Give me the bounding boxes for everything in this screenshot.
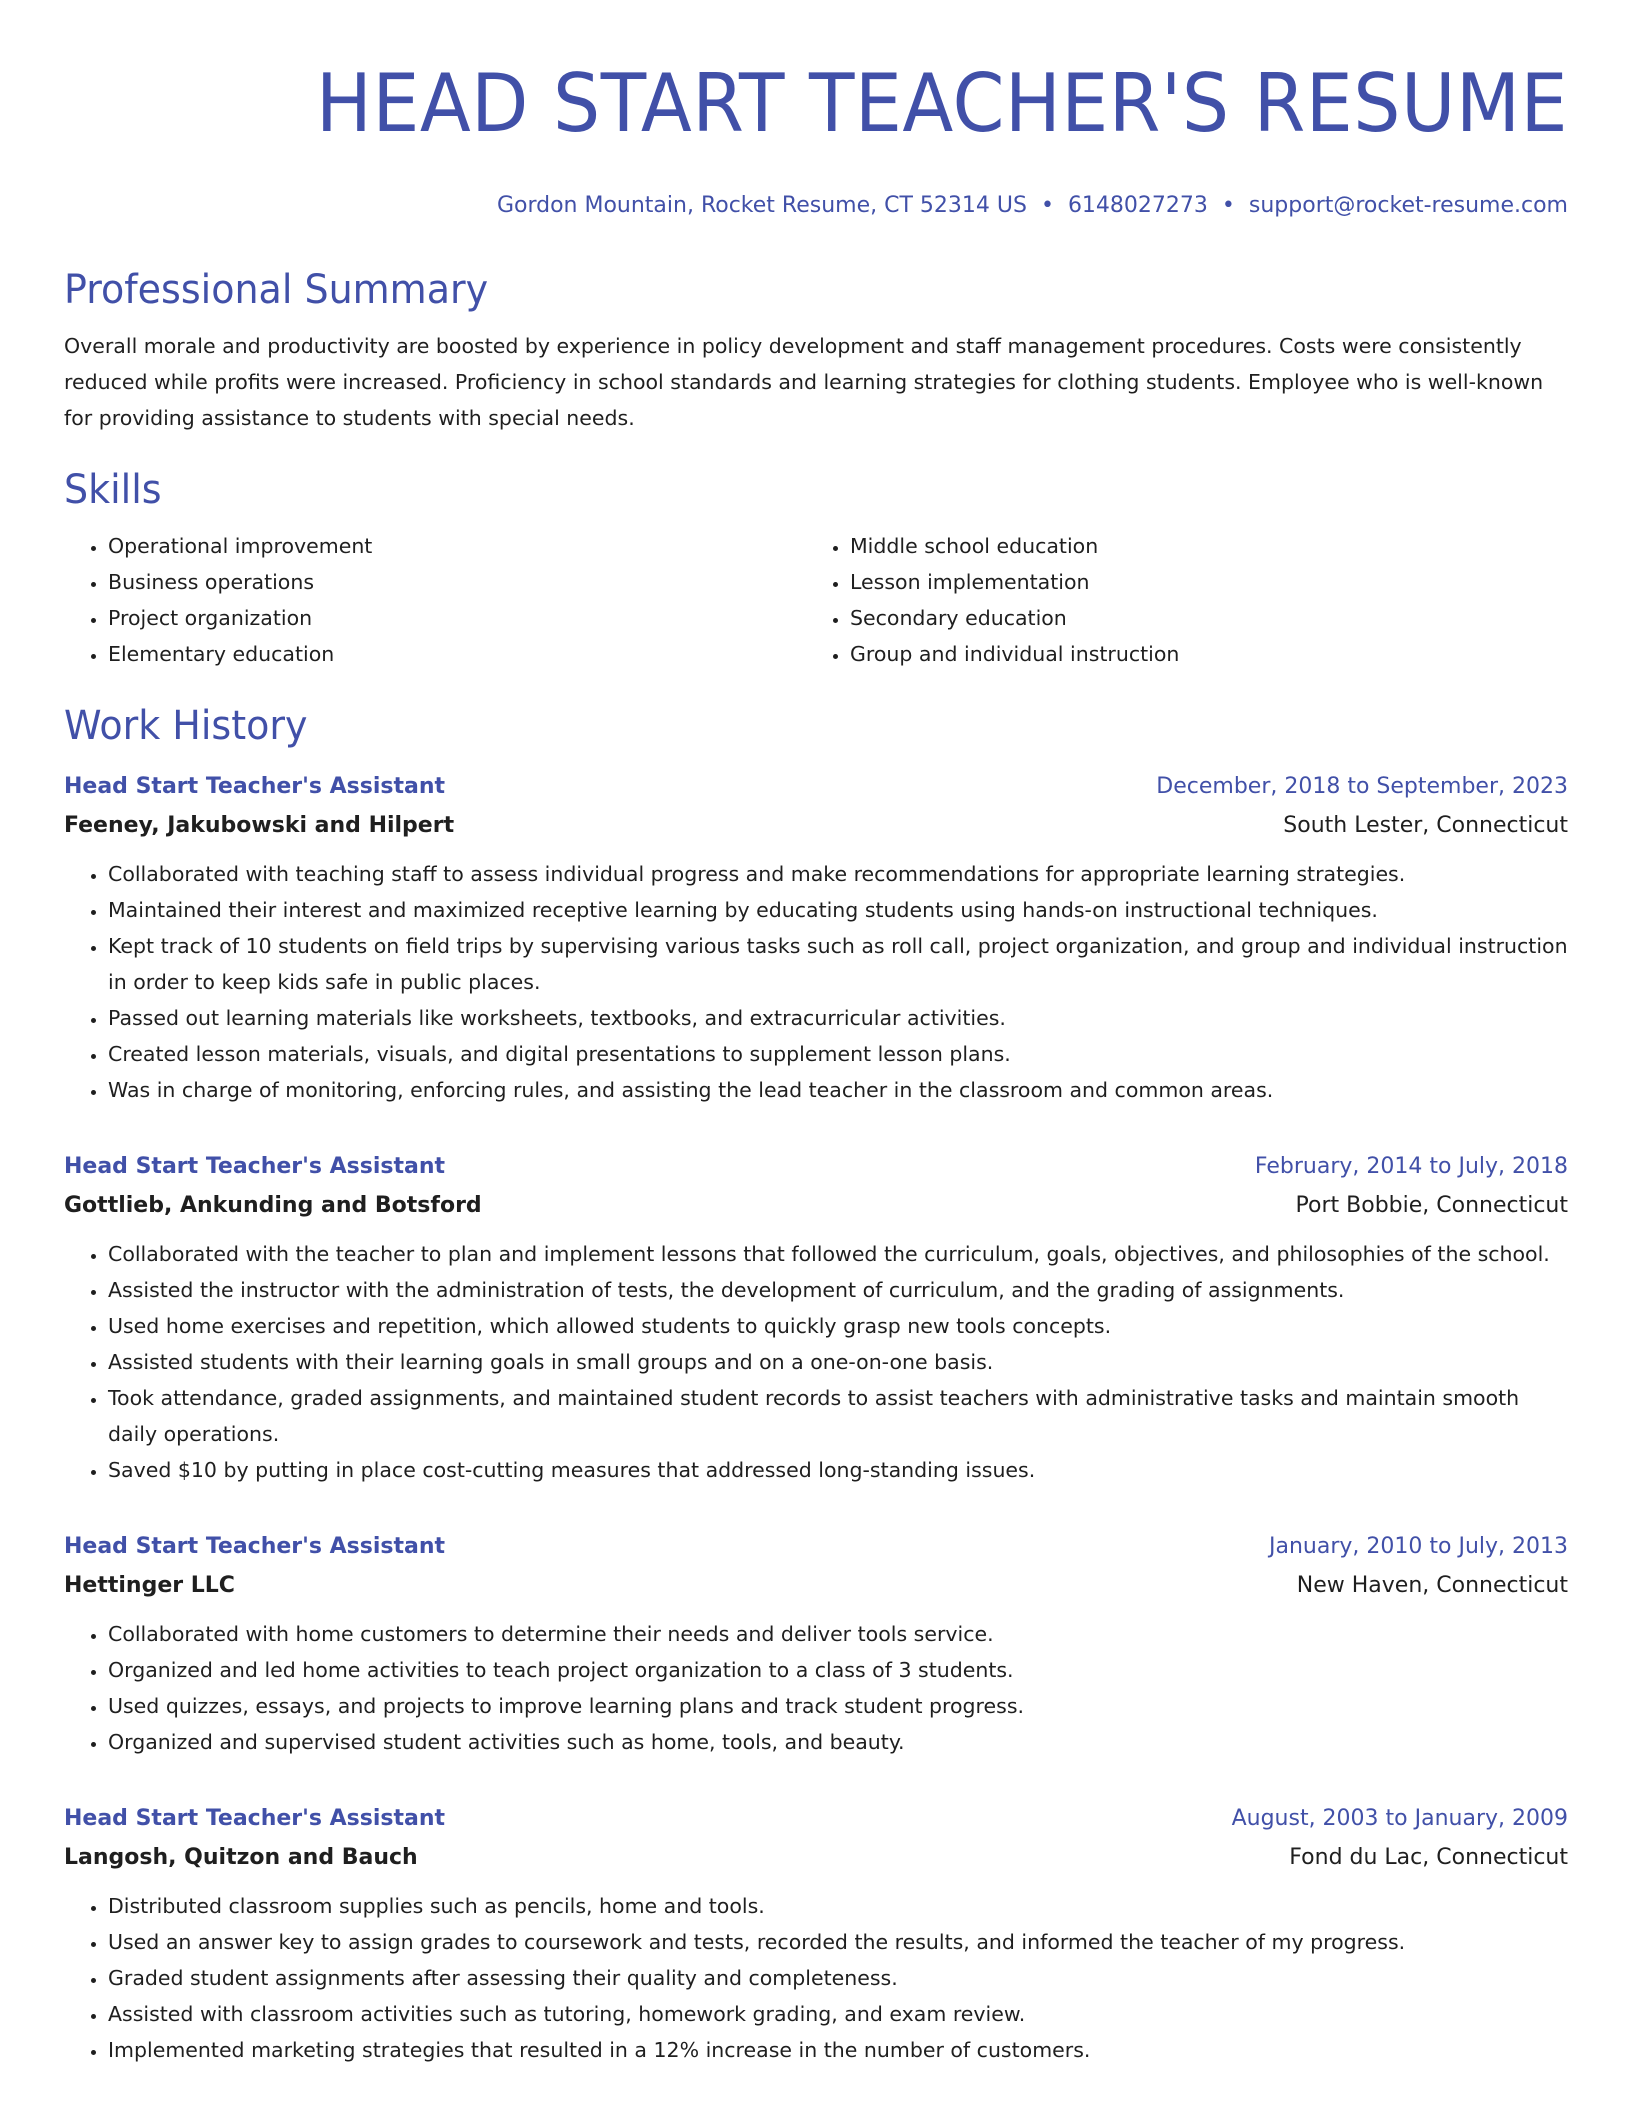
job-bullet: • Used home exercises and repetition, which allowed students to quickly grasp new tools concepts. (108, 1308, 1568, 1344)
job-bullet: • Organized and led home activities to teach project organization to a class of 3 students. (108, 1652, 1568, 1688)
job-company: Gottlieb, Ankunding and Botsford (64, 1193, 482, 1218)
summary-text: Overall morale and productivity are boosted by experience in policy development and staff management procedures. Costs were consistently reduced while profits were increased. Proficiency in school standards and learning strategies for clothing students. Employee who is well-known for providing assistance to students with special needs. (64, 334, 1544, 430)
job-entry (64, 768, 1568, 1108)
job-bullets (64, 856, 1568, 1108)
skill-item: • Lesson implementation (850, 564, 1548, 600)
job-location: Port Bobbie, Connecticut (1295, 1193, 1568, 1218)
section-heading-work: Work History (64, 703, 308, 749)
skill-item: • Secondary education (850, 600, 1548, 636)
job-company-row (64, 1186, 1568, 1226)
job-bullet: • Assisted students with their learning goals in small groups and on a one-on-one basis. (108, 1344, 1568, 1380)
job-company: Langosh, Quitzon and Bauch (64, 1845, 418, 1870)
job-location: Fond du Lac, Connecticut (1289, 1845, 1568, 1870)
skill-item: • Project organization (108, 600, 806, 636)
job-bullets (64, 1236, 1568, 1488)
job-bullet: • Collaborated with home customers to determine their needs and deliver tools service. (108, 1616, 1568, 1652)
skill-item: • Operational improvement (108, 528, 806, 564)
job-bullet: • Maintained their interest and maximized receptive learning by educating students using hands-on instructional techniques. (108, 892, 1568, 928)
job-dates: December, 2018 to September, 2023 (1156, 774, 1568, 799)
job-title: Head Start Teacher's Assistant (64, 774, 446, 799)
job-location: New Haven, Connecticut (1296, 1573, 1568, 1598)
contact-email[interactable]: support@rocket-resume.com (1248, 193, 1568, 218)
resume-title: HEAD START TEACHER'S RESUME (315, 57, 1568, 150)
skill-item: • Business operations (108, 564, 806, 600)
job-header-row (64, 1148, 1568, 1186)
job-bullet: • Collaborated with the teacher to plan and implement lessons that followed the curriculum, goals, objectives, and philosophies of the school. (108, 1236, 1568, 1272)
job-bullet: • Passed out learning materials like worksheets, textbooks, and extracurricular activities. (108, 1000, 1568, 1036)
section-heading-skills: Skills (64, 467, 162, 513)
job-company-row (64, 806, 1568, 846)
job-bullet: • Organized and supervised student activities such as home, tools, and beauty. (108, 1724, 1568, 1760)
job-title: Head Start Teacher's Assistant (64, 1154, 446, 1179)
job-dates: February, 2014 to July, 2018 (1254, 1154, 1568, 1179)
contact-separator: • (1221, 193, 1235, 218)
job-bullet: • Used quizzes, essays, and projects to improve learning plans and track student progress. (108, 1688, 1568, 1724)
job-bullets (64, 1616, 1568, 1760)
skill-item: • Group and individual instruction (850, 636, 1548, 672)
job-title: Head Start Teacher's Assistant (64, 1806, 446, 1831)
job-bullet: • Implemented marketing strategies that resulted in a 12% increase in the number of customers. (108, 2032, 1568, 2068)
job-bullet: • Created lesson materials, visuals, and digital presentations to supplement lesson plans. (108, 1036, 1568, 1072)
professional-summary-section (64, 266, 1568, 436)
contact-phone[interactable]: 6148027273 (1067, 193, 1208, 218)
contact-line (64, 190, 1568, 222)
job-bullet: • Graded student assignments after assessing their quality and completeness. (108, 1960, 1568, 1996)
job-title: Head Start Teacher's Assistant (64, 1534, 446, 1559)
contact-address: Gordon Mountain, Rocket Resume, CT 52314 US (496, 193, 1027, 218)
job-bullet: • Distributed classroom supplies such as pencils, home and tools. (108, 1888, 1568, 1924)
job-bullet: • Took attendance, graded assignments, and maintained student records to assist teachers with administrative tasks and maintain smooth daily operations. (108, 1380, 1568, 1452)
skill-item: • Middle school education (850, 528, 1548, 564)
job-company: Feeney, Jakubowski and Hilpert (64, 813, 455, 838)
job-bullet: • Used an answer key to assign grades to coursework and tests, recorded the results, and informed the teacher of my progress. (108, 1924, 1568, 1960)
skills-section (64, 466, 1568, 672)
job-header-row (64, 1528, 1568, 1566)
job-entry (64, 1528, 1568, 1760)
job-entry (64, 1148, 1568, 1488)
skills-grid (64, 528, 1568, 672)
job-bullet: • Was in charge of monitoring, enforcing rules, and assisting the lead teacher in the classroom and common areas. (108, 1072, 1568, 1108)
job-bullet: • Assisted the instructor with the administration of tests, the development of curriculum, and the grading of assignments. (108, 1272, 1568, 1308)
skills-list-left (64, 528, 806, 672)
job-company-row (64, 1566, 1568, 1606)
job-header-row (64, 1800, 1568, 1838)
job-bullet: • Saved $10 by putting in place cost-cutting measures that addressed long-standing issues. (108, 1452, 1568, 1488)
job-bullet: • Assisted with classroom activities such as tutoring, homework grading, and exam review. (108, 1996, 1568, 2032)
job-dates: August, 2003 to January, 2009 (1231, 1806, 1568, 1831)
job-bullets (64, 1888, 1568, 2068)
job-company-row (64, 1838, 1568, 1878)
job-dates: January, 2010 to July, 2013 (1269, 1534, 1568, 1559)
job-bullet: • Collaborated with teaching staff to assess individual progress and make recommendations for appropriate learning strategies. (108, 856, 1568, 892)
skill-item: • Elementary education (108, 636, 806, 672)
section-heading-summary: Professional Summary (64, 267, 489, 313)
job-location: South Lester, Connecticut (1283, 813, 1568, 838)
job-header-row (64, 768, 1568, 806)
job-company: Hettinger LLC (64, 1573, 235, 1598)
work-history-section (64, 702, 1568, 2068)
contact-separator: • (1040, 193, 1054, 218)
skills-list-right (806, 528, 1548, 672)
job-entry (64, 1800, 1568, 2068)
job-bullet: • Kept track of 10 students on field trips by supervising various tasks such as roll call, project organization, and group and individual instruction in order to keep kids safe in public places. (108, 928, 1568, 1000)
